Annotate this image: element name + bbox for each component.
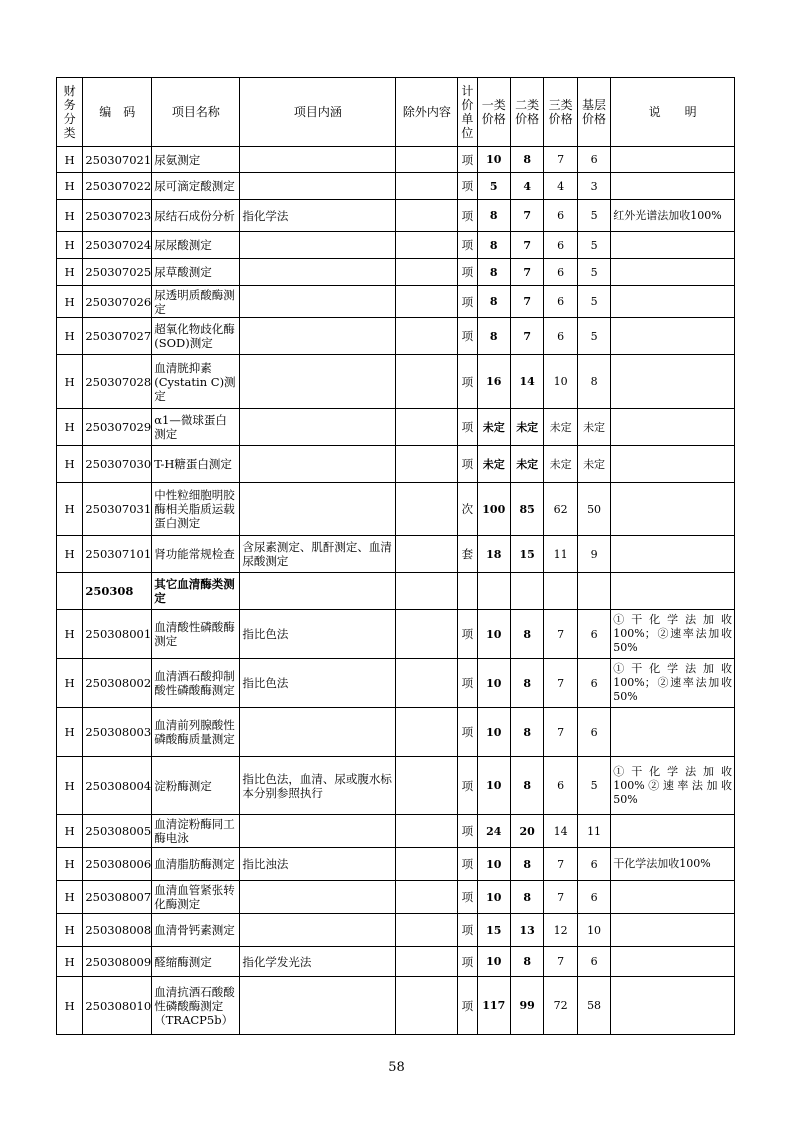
table-row bbox=[57, 286, 735, 318]
note-cell bbox=[611, 536, 735, 573]
except-cell bbox=[396, 483, 458, 536]
category-cell: H bbox=[57, 914, 83, 947]
price-4-cell: 5 bbox=[577, 259, 610, 286]
name-cell: 尿透明质酸酶测定 bbox=[152, 286, 240, 318]
content-cell bbox=[240, 147, 396, 173]
note-cell bbox=[611, 409, 735, 446]
price-2-cell: 8 bbox=[510, 757, 543, 815]
table-row bbox=[57, 536, 735, 573]
price-3-cell: 4 bbox=[544, 173, 577, 200]
price-3-cell: 6 bbox=[544, 286, 577, 318]
price-2-cell: 8 bbox=[510, 708, 543, 757]
note-cell bbox=[611, 947, 735, 977]
unit-cell: 项 bbox=[458, 446, 477, 483]
price-1-cell: 8 bbox=[477, 318, 510, 355]
price-2-cell: 7 bbox=[510, 318, 543, 355]
price-table bbox=[56, 77, 735, 1035]
price-3-cell: 10 bbox=[544, 355, 577, 409]
price-4-cell: 6 bbox=[577, 708, 610, 757]
price-2-cell: 14 bbox=[510, 355, 543, 409]
code-cell: 250308005 bbox=[83, 815, 152, 848]
note-cell bbox=[611, 881, 735, 914]
category-cell: H bbox=[57, 977, 83, 1035]
code-cell: 250307023 bbox=[83, 200, 152, 232]
note-cell bbox=[611, 708, 735, 757]
except-cell bbox=[396, 409, 458, 446]
unit-cell: 项 bbox=[458, 848, 477, 881]
category-cell: H bbox=[57, 318, 83, 355]
header-price-2: 二类 价格 bbox=[510, 78, 543, 147]
code-cell: 250308007 bbox=[83, 881, 152, 914]
name-cell: α1—微球蛋白测定 bbox=[152, 409, 240, 446]
except-cell bbox=[396, 446, 458, 483]
unit-cell: 项 bbox=[458, 881, 477, 914]
unit-cell: 项 bbox=[458, 610, 477, 659]
table-row bbox=[57, 318, 735, 355]
price-1-cell: 10 bbox=[477, 708, 510, 757]
price-1-cell: 8 bbox=[477, 232, 510, 259]
code-cell: 250307028 bbox=[83, 355, 152, 409]
name-cell: 淀粉酶测定 bbox=[152, 757, 240, 815]
note-cell bbox=[611, 232, 735, 259]
unit-cell: 项 bbox=[458, 318, 477, 355]
table-row bbox=[57, 914, 735, 947]
table-row bbox=[57, 659, 735, 708]
content-cell: 指比浊法 bbox=[240, 848, 396, 881]
header-note: 说 明 bbox=[611, 78, 735, 147]
header-price-1: 一类 价格 bbox=[477, 78, 510, 147]
except-cell bbox=[396, 815, 458, 848]
price-2-cell: 8 bbox=[510, 947, 543, 977]
price-1-cell: 未定 bbox=[477, 446, 510, 483]
name-cell: 尿结石成份分析 bbox=[152, 200, 240, 232]
price-1-cell: 18 bbox=[477, 536, 510, 573]
price-2-cell: 7 bbox=[510, 259, 543, 286]
header-price-4: 基层 价格 bbox=[577, 78, 610, 147]
unit-cell: 项 bbox=[458, 977, 477, 1035]
category-cell: H bbox=[57, 947, 83, 977]
category-cell: H bbox=[57, 536, 83, 573]
price-1-cell: 10 bbox=[477, 947, 510, 977]
category-cell: H bbox=[57, 200, 83, 232]
price-4-cell: 11 bbox=[577, 815, 610, 848]
unit-cell: 项 bbox=[458, 409, 477, 446]
code-cell: 250307024 bbox=[83, 232, 152, 259]
note-cell bbox=[611, 259, 735, 286]
except-cell bbox=[396, 536, 458, 573]
price-3-cell: 12 bbox=[544, 914, 577, 947]
code-cell: 250307027 bbox=[83, 318, 152, 355]
price-1-cell: 10 bbox=[477, 147, 510, 173]
price-1-cell: 5 bbox=[477, 173, 510, 200]
name-cell: 尿草酸测定 bbox=[152, 259, 240, 286]
name-cell: 尿尿酸测定 bbox=[152, 232, 240, 259]
price-4-cell: 5 bbox=[577, 757, 610, 815]
price-3-cell: 7 bbox=[544, 147, 577, 173]
price-4-cell: 未定 bbox=[577, 409, 610, 446]
unit-cell: 套 bbox=[458, 536, 477, 573]
note-cell bbox=[611, 815, 735, 848]
code-cell: 250308006 bbox=[83, 848, 152, 881]
price-4-cell: 5 bbox=[577, 286, 610, 318]
price-2-cell: 未定 bbox=[510, 409, 543, 446]
unit-cell: 项 bbox=[458, 757, 477, 815]
note-cell: 红外光谱法加收100% bbox=[611, 200, 735, 232]
note-cell: ①干化学法加收100%；②速率法加收50% bbox=[611, 659, 735, 708]
name-cell: 血清酸性磷酸酶测定 bbox=[152, 610, 240, 659]
note-cell bbox=[611, 355, 735, 409]
name-cell: 血清抗酒石酸酸性磷酸酶测定（TRACP5b） bbox=[152, 977, 240, 1035]
price-4-cell: 8 bbox=[577, 355, 610, 409]
note-cell bbox=[611, 914, 735, 947]
price-2-cell: 7 bbox=[510, 200, 543, 232]
price-1-cell: 10 bbox=[477, 610, 510, 659]
category-cell: H bbox=[57, 881, 83, 914]
content-cell bbox=[240, 483, 396, 536]
content-cell: 指比色法，血清、尿或腹水标本分别参照执行 bbox=[240, 757, 396, 815]
price-4-cell: 5 bbox=[577, 232, 610, 259]
price-3-cell: 14 bbox=[544, 815, 577, 848]
code-cell: 250308009 bbox=[83, 947, 152, 977]
unit-cell: 项 bbox=[458, 914, 477, 947]
table-body bbox=[57, 147, 735, 1035]
header-price-3: 三类 价格 bbox=[544, 78, 577, 147]
category-cell: H bbox=[57, 483, 83, 536]
price-3-cell: 6 bbox=[544, 757, 577, 815]
content-cell bbox=[240, 881, 396, 914]
content-cell bbox=[240, 259, 396, 286]
except-cell bbox=[396, 977, 458, 1035]
price-4-cell: 58 bbox=[577, 977, 610, 1035]
unit-cell: 项 bbox=[458, 232, 477, 259]
price-1-cell: 117 bbox=[477, 977, 510, 1035]
table-row bbox=[57, 483, 735, 536]
unit-cell: 项 bbox=[458, 173, 477, 200]
code-cell: 250308002 bbox=[83, 659, 152, 708]
price-3-cell: 7 bbox=[544, 610, 577, 659]
unit-cell: 项 bbox=[458, 200, 477, 232]
except-cell bbox=[396, 659, 458, 708]
category-cell: H bbox=[57, 286, 83, 318]
price-1-cell bbox=[477, 573, 510, 610]
content-cell bbox=[240, 286, 396, 318]
except-cell bbox=[396, 573, 458, 610]
content-cell bbox=[240, 977, 396, 1035]
table-row bbox=[57, 173, 735, 200]
price-2-cell: 8 bbox=[510, 881, 543, 914]
price-2-cell: 13 bbox=[510, 914, 543, 947]
table-row bbox=[57, 259, 735, 286]
price-1-cell: 10 bbox=[477, 881, 510, 914]
price-2-cell: 未定 bbox=[510, 446, 543, 483]
price-3-cell: 11 bbox=[544, 536, 577, 573]
except-cell bbox=[396, 757, 458, 815]
category-cell: H bbox=[57, 757, 83, 815]
code-cell: 250307026 bbox=[83, 286, 152, 318]
code-cell: 250307021 bbox=[83, 147, 152, 173]
price-3-cell: 7 bbox=[544, 881, 577, 914]
except-cell bbox=[396, 610, 458, 659]
content-cell bbox=[240, 815, 396, 848]
except-cell bbox=[396, 318, 458, 355]
header-name: 项目名称 bbox=[152, 78, 240, 147]
header-row bbox=[57, 78, 735, 147]
price-3-cell: 未定 bbox=[544, 409, 577, 446]
content-cell bbox=[240, 708, 396, 757]
content-cell bbox=[240, 914, 396, 947]
except-cell bbox=[396, 147, 458, 173]
code-cell: 250308004 bbox=[83, 757, 152, 815]
header-category: 财 务 分 类 bbox=[57, 78, 83, 147]
content-cell: 指比色法 bbox=[240, 659, 396, 708]
price-4-cell: 50 bbox=[577, 483, 610, 536]
unit-cell: 项 bbox=[458, 286, 477, 318]
code-cell: 250308001 bbox=[83, 610, 152, 659]
content-cell bbox=[240, 232, 396, 259]
code-cell: 250308 bbox=[83, 573, 152, 610]
table-row bbox=[57, 610, 735, 659]
name-cell: 超氧化物歧化酶(SOD)测定 bbox=[152, 318, 240, 355]
name-cell: 血清淀粉酶同工酶电泳 bbox=[152, 815, 240, 848]
price-2-cell: 85 bbox=[510, 483, 543, 536]
price-3-cell: 6 bbox=[544, 259, 577, 286]
code-cell: 250307025 bbox=[83, 259, 152, 286]
price-2-cell: 99 bbox=[510, 977, 543, 1035]
price-2-cell: 20 bbox=[510, 815, 543, 848]
unit-cell: 项 bbox=[458, 355, 477, 409]
except-cell bbox=[396, 708, 458, 757]
note-cell bbox=[611, 173, 735, 200]
table-row bbox=[57, 446, 735, 483]
table-row bbox=[57, 947, 735, 977]
price-2-cell: 7 bbox=[510, 286, 543, 318]
category-cell: H bbox=[57, 232, 83, 259]
price-1-cell: 8 bbox=[477, 286, 510, 318]
code-cell: 250307101 bbox=[83, 536, 152, 573]
note-cell bbox=[611, 446, 735, 483]
unit-cell: 项 bbox=[458, 815, 477, 848]
category-cell: H bbox=[57, 815, 83, 848]
name-cell: 其它血清酶类测定 bbox=[152, 573, 240, 610]
price-2-cell: 8 bbox=[510, 659, 543, 708]
price-2-cell: 7 bbox=[510, 232, 543, 259]
category-cell: H bbox=[57, 173, 83, 200]
price-1-cell: 未定 bbox=[477, 409, 510, 446]
name-cell: 血清血管紧张转化酶测定 bbox=[152, 881, 240, 914]
unit-cell: 次 bbox=[458, 483, 477, 536]
price-4-cell: 6 bbox=[577, 659, 610, 708]
code-cell: 250308008 bbox=[83, 914, 152, 947]
content-cell: 含尿素测定、肌酐测定、血清尿酸测定 bbox=[240, 536, 396, 573]
price-1-cell: 100 bbox=[477, 483, 510, 536]
content-cell: 指化学法 bbox=[240, 200, 396, 232]
note-cell bbox=[611, 483, 735, 536]
name-cell: 醛缩酶测定 bbox=[152, 947, 240, 977]
price-3-cell: 62 bbox=[544, 483, 577, 536]
header-code: 编 码 bbox=[83, 78, 152, 147]
except-cell bbox=[396, 232, 458, 259]
price-4-cell: 6 bbox=[577, 848, 610, 881]
unit-cell: 项 bbox=[458, 259, 477, 286]
price-4-cell: 6 bbox=[577, 147, 610, 173]
price-1-cell: 10 bbox=[477, 848, 510, 881]
price-3-cell: 6 bbox=[544, 318, 577, 355]
content-cell bbox=[240, 355, 396, 409]
content-cell: 指化学发光法 bbox=[240, 947, 396, 977]
name-cell: 尿氨测定 bbox=[152, 147, 240, 173]
price-1-cell: 24 bbox=[477, 815, 510, 848]
name-cell: T-H糖蛋白测定 bbox=[152, 446, 240, 483]
code-cell: 250308010 bbox=[83, 977, 152, 1035]
table-row bbox=[57, 815, 735, 848]
except-cell bbox=[396, 914, 458, 947]
price-1-cell: 10 bbox=[477, 757, 510, 815]
note-cell bbox=[611, 318, 735, 355]
price-4-cell: 6 bbox=[577, 881, 610, 914]
category-cell: H bbox=[57, 147, 83, 173]
price-4-cell: 10 bbox=[577, 914, 610, 947]
price-4-cell: 未定 bbox=[577, 446, 610, 483]
name-cell: 血清酒石酸抑制酸性磷酸酶测定 bbox=[152, 659, 240, 708]
name-cell: 血清骨钙素测定 bbox=[152, 914, 240, 947]
except-cell bbox=[396, 200, 458, 232]
price-4-cell: 6 bbox=[577, 610, 610, 659]
except-cell bbox=[396, 286, 458, 318]
price-3-cell: 6 bbox=[544, 200, 577, 232]
category-cell bbox=[57, 573, 83, 610]
category-cell: H bbox=[57, 409, 83, 446]
name-cell: 血清胱抑素(Cystatin C)测定 bbox=[152, 355, 240, 409]
table-row bbox=[57, 848, 735, 881]
except-cell bbox=[396, 173, 458, 200]
category-cell: H bbox=[57, 848, 83, 881]
price-4-cell: 5 bbox=[577, 318, 610, 355]
table-row bbox=[57, 232, 735, 259]
price-4-cell bbox=[577, 573, 610, 610]
content-cell bbox=[240, 409, 396, 446]
table-row bbox=[57, 757, 735, 815]
name-cell: 尿可滴定酸测定 bbox=[152, 173, 240, 200]
page-number: 58 bbox=[388, 1060, 405, 1075]
price-4-cell: 3 bbox=[577, 173, 610, 200]
content-cell bbox=[240, 318, 396, 355]
category-cell: H bbox=[57, 446, 83, 483]
price-2-cell: 15 bbox=[510, 536, 543, 573]
price-3-cell: 6 bbox=[544, 232, 577, 259]
table-row bbox=[57, 200, 735, 232]
price-1-cell: 10 bbox=[477, 659, 510, 708]
code-cell: 250307031 bbox=[83, 483, 152, 536]
price-4-cell: 6 bbox=[577, 947, 610, 977]
unit-cell: 项 bbox=[458, 147, 477, 173]
except-cell bbox=[396, 881, 458, 914]
price-4-cell: 5 bbox=[577, 200, 610, 232]
content-cell bbox=[240, 573, 396, 610]
table-row bbox=[57, 977, 735, 1035]
price-1-cell: 8 bbox=[477, 259, 510, 286]
unit-cell bbox=[458, 573, 477, 610]
except-cell bbox=[396, 848, 458, 881]
code-cell: 250307022 bbox=[83, 173, 152, 200]
note-cell bbox=[611, 977, 735, 1035]
name-cell: 血清前列腺酸性磷酸酶质量测定 bbox=[152, 708, 240, 757]
code-cell: 250307030 bbox=[83, 446, 152, 483]
price-3-cell bbox=[544, 573, 577, 610]
content-cell bbox=[240, 446, 396, 483]
price-4-cell: 9 bbox=[577, 536, 610, 573]
note-cell: ①干化学法加收100%②速率法加收50% bbox=[611, 757, 735, 815]
name-cell: 血清脂肪酶测定 bbox=[152, 848, 240, 881]
price-3-cell: 7 bbox=[544, 708, 577, 757]
header-unit: 计 价 单 位 bbox=[458, 78, 477, 147]
price-2-cell: 8 bbox=[510, 848, 543, 881]
name-cell: 中性粒细胞明胶酶相关脂质运载蛋白测定 bbox=[152, 483, 240, 536]
unit-cell: 项 bbox=[458, 708, 477, 757]
header-except: 除外内容 bbox=[396, 78, 458, 147]
price-3-cell: 7 bbox=[544, 947, 577, 977]
header-content: 项目内涵 bbox=[240, 78, 396, 147]
except-cell bbox=[396, 259, 458, 286]
price-3-cell: 未定 bbox=[544, 446, 577, 483]
price-1-cell: 15 bbox=[477, 914, 510, 947]
category-cell: H bbox=[57, 708, 83, 757]
price-3-cell: 7 bbox=[544, 848, 577, 881]
price-2-cell bbox=[510, 573, 543, 610]
category-cell: H bbox=[57, 259, 83, 286]
category-cell: H bbox=[57, 659, 83, 708]
price-2-cell: 4 bbox=[510, 173, 543, 200]
group-row bbox=[57, 573, 735, 610]
price-2-cell: 8 bbox=[510, 147, 543, 173]
content-cell bbox=[240, 173, 396, 200]
table-row bbox=[57, 355, 735, 409]
note-cell bbox=[611, 147, 735, 173]
name-cell: 肾功能常规检查 bbox=[152, 536, 240, 573]
category-cell: H bbox=[57, 610, 83, 659]
code-cell: 250308003 bbox=[83, 708, 152, 757]
code-cell: 250307029 bbox=[83, 409, 152, 446]
except-cell bbox=[396, 355, 458, 409]
note-cell bbox=[611, 286, 735, 318]
table-row bbox=[57, 881, 735, 914]
price-3-cell: 7 bbox=[544, 659, 577, 708]
unit-cell: 项 bbox=[458, 947, 477, 977]
table-row bbox=[57, 409, 735, 446]
note-cell: 干化学法加收100% bbox=[611, 848, 735, 881]
price-2-cell: 8 bbox=[510, 610, 543, 659]
content-cell: 指比色法 bbox=[240, 610, 396, 659]
price-1-cell: 16 bbox=[477, 355, 510, 409]
except-cell bbox=[396, 947, 458, 977]
price-3-cell: 72 bbox=[544, 977, 577, 1035]
unit-cell: 项 bbox=[458, 659, 477, 708]
price-1-cell: 8 bbox=[477, 200, 510, 232]
table-row bbox=[57, 147, 735, 173]
note-cell bbox=[611, 573, 735, 610]
table-row bbox=[57, 708, 735, 757]
category-cell: H bbox=[57, 355, 83, 409]
note-cell: ①干化学法加收100%；②速率法加收50% bbox=[611, 610, 735, 659]
